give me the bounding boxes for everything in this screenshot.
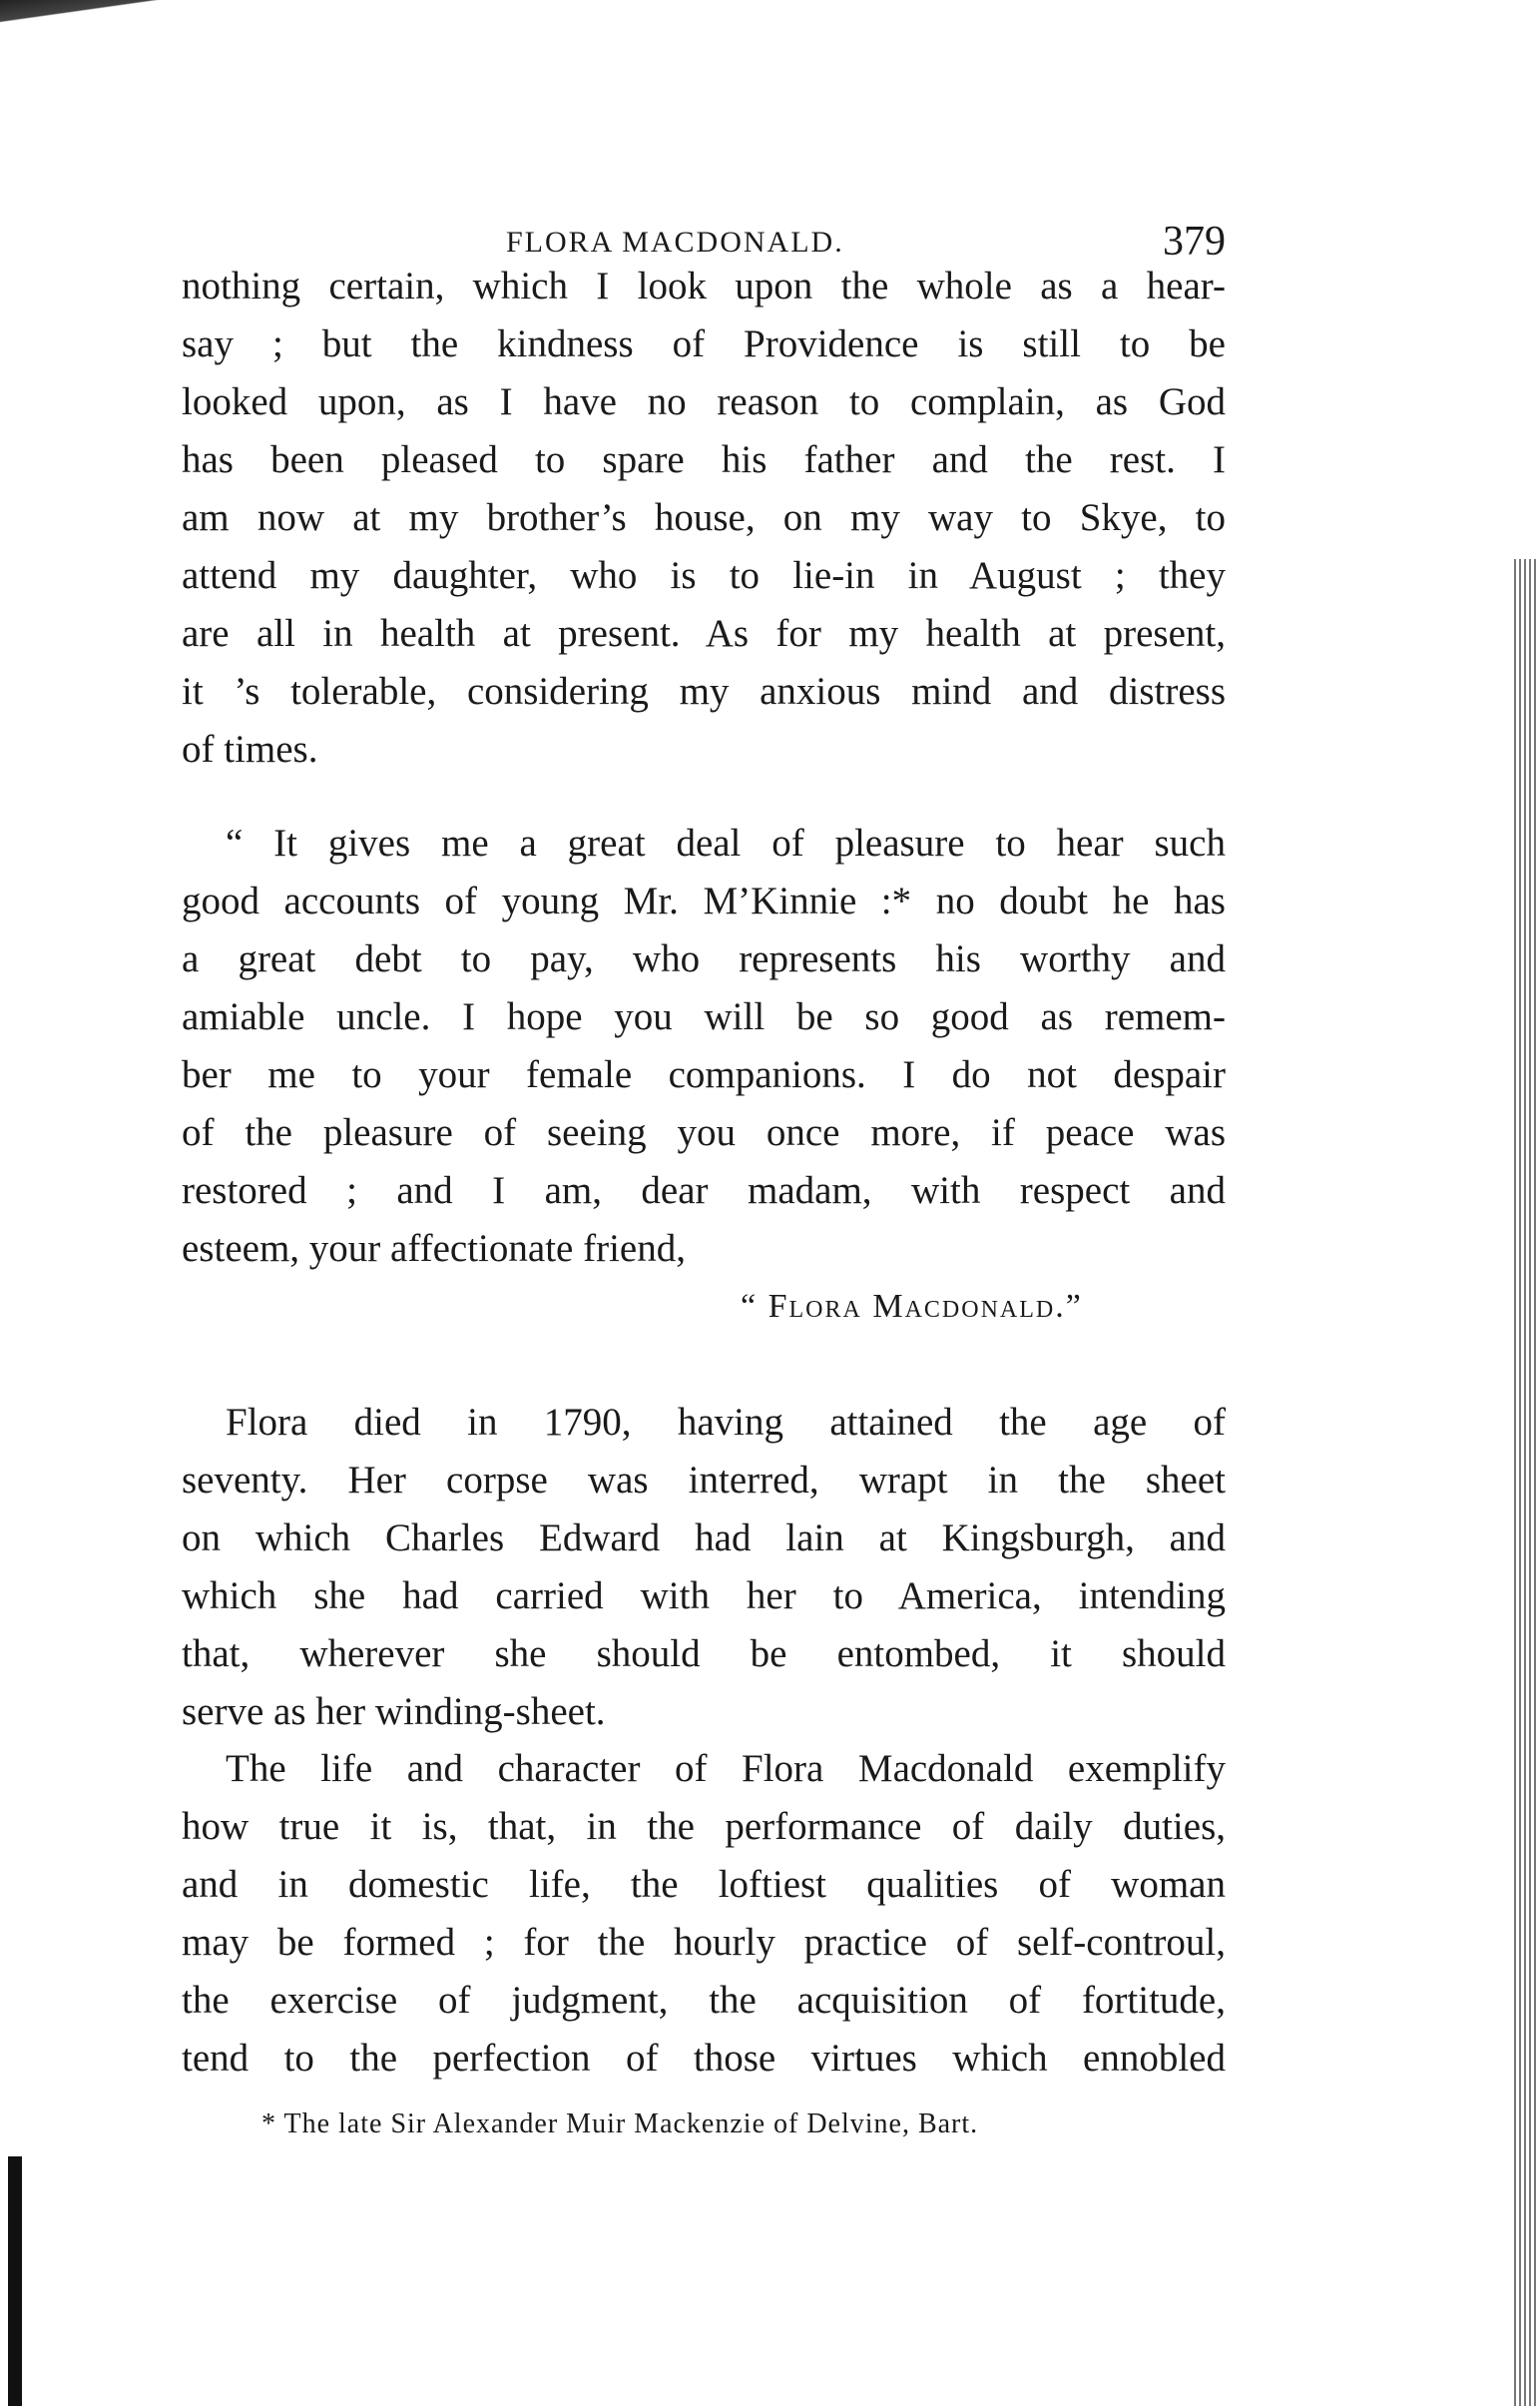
text-line: on which Charles Edward had lain at Kingsburgh, and <box>182 1516 1226 1559</box>
text-line: looked upon, as I have no reason to complain, as God <box>182 380 1226 423</box>
text-line: esteem, your affectionate friend, <box>182 1227 686 1270</box>
page-header <box>182 218 1226 268</box>
text-line: restored ; and I am, dear madam, with respect and <box>182 1169 1226 1212</box>
scan-edge-bar <box>8 2156 22 2406</box>
text-line: may be formed ; for the hourly practice of self-controul, <box>182 1921 1226 1964</box>
text-line: attend my daughter, who is to lie-in in August ; they <box>182 554 1226 597</box>
text-line: serve as her winding-sheet. <box>182 1690 606 1733</box>
text-line: that, wherever she should be entombed, it should <box>182 1632 1226 1675</box>
footnote: * The late Sir Alexander Muir Mackenzie of Delvine, Bart. <box>261 2108 979 2139</box>
text-line: are all in health at present. As for my health at present, <box>182 612 1226 655</box>
book-page-edges <box>1514 559 1536 2406</box>
text-line: which she had carried with her to America, intending <box>182 1574 1226 1617</box>
text-line: good accounts of young Mr. M’Kinnie :* no doubt he has <box>182 880 1226 922</box>
signature: “ Flora Macdonald.” <box>741 1288 1083 1325</box>
text-line: Flora died in 1790, having attained the age of <box>226 1401 1226 1444</box>
text-line: ber me to your female companions. I do not despair <box>182 1053 1226 1096</box>
text-line: The life and character of Flora Macdonald exemplify <box>226 1747 1226 1790</box>
text-line: the exercise of judgment, the acquisition of fortitude, <box>182 1979 1226 2022</box>
text-line: how true it is, that, in the performance of daily duties, <box>182 1805 1226 1848</box>
text-line: tend to the perfection of those virtues which ennobled <box>182 2037 1226 2080</box>
text-line: amiable uncle. I hope you will be so good as remem- <box>182 995 1226 1038</box>
page-number: 379 <box>1163 219 1226 265</box>
text-line: seventy. Her corpse was interred, wrapt in the sheet <box>182 1459 1226 1502</box>
text-line: a great debt to pay, who represents his worthy and <box>182 937 1226 980</box>
text-line: say ; but the kindness of Providence is still to be <box>182 322 1226 365</box>
text-line: and in domestic life, the loftiest qualities of woman <box>182 1863 1226 1906</box>
text-line: of the pleasure of seeing you once more, if peace was <box>182 1111 1226 1154</box>
text-line: has been pleased to spare his father and the rest. I <box>182 438 1226 481</box>
text-line: of times. <box>182 728 318 771</box>
text-line: “ It gives me a great deal of pleasure to hear such <box>226 822 1226 865</box>
scan-edge-mark <box>0 0 220 40</box>
running-title: FLORA MACDONALD. <box>506 226 844 259</box>
text-line: am now at my brother’s house, on my way to Skye, to <box>182 496 1226 539</box>
text-line: it ’s tolerable, considering my anxious mind and distress <box>182 670 1226 713</box>
text-line: nothing certain, which I look upon the whole as a hear- <box>182 265 1226 307</box>
